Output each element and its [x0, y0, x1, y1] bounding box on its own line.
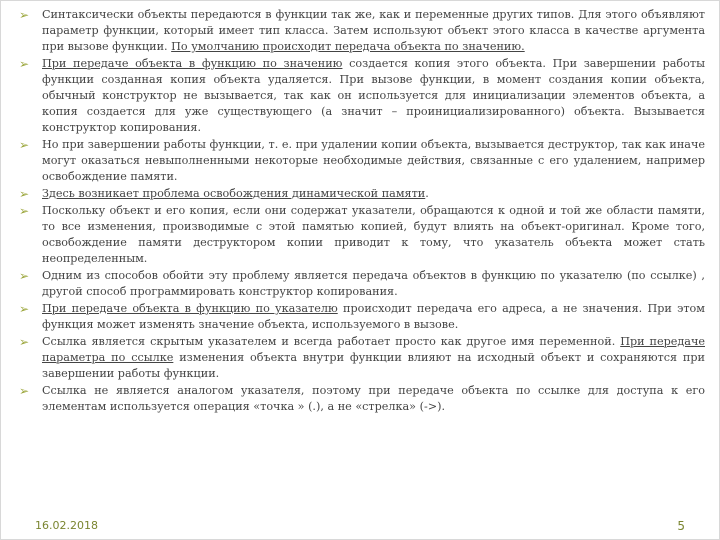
arrow-bullet-icon: ➢: [19, 8, 30, 22]
arrow-bullet-icon: ➢: [19, 384, 30, 398]
footer-date: 16.02.2018: [35, 519, 98, 532]
bullet-text: Ссылка является скрытым указателем и всегда работает просто как другое имя переменной.: [42, 335, 621, 348]
arrow-bullet-icon: ➢: [19, 187, 30, 201]
bullet-item-7: [15, 301, 705, 333]
bullet-text: происходит передача его адреса, а не значения. При этом функция может изменять значение объекта, используемого в вызове.: [42, 302, 705, 331]
bullet-item-3: [15, 137, 705, 185]
arrow-bullet-icon: ➢: [19, 335, 30, 349]
bullet-item-5: [15, 203, 705, 267]
bullet-item-9: [15, 383, 705, 415]
bullet-list: [15, 7, 705, 416]
bullet-underlined-text: При передаче объекта в функцию по указателю: [42, 302, 338, 315]
bullet-text: .: [425, 187, 429, 200]
bullet-text-continued: изменения объекта внутри функции влияют на исходный объект и сохраняются при завершении работы функции.: [42, 351, 705, 380]
arrow-bullet-icon: ➢: [19, 302, 30, 316]
bullet-text: Синтаксически объекты передаются в функции так же, как и переменные других типов. Для этого объявляют параметр функции, который имеет тип класса. Затем используют объект этого класса в качестве аргумента при вызове функции.: [42, 8, 705, 53]
bullet-text: Ссылка не является аналогом указателя, поэтому при передаче объекта по ссылке для доступа к его элементам используется операция «точка » (.), а не «стрелка» (->).: [42, 384, 705, 413]
arrow-bullet-icon: ➢: [19, 57, 30, 71]
bullet-text: Одним из способов обойти эту проблему является передача объектов в функцию по указателю (по ссылке) , другой способ программировать конструктор копирования.: [42, 269, 705, 298]
arrow-bullet-icon: ➢: [19, 204, 30, 218]
page-number: 5: [677, 519, 685, 533]
bullet-underlined-text: При передаче объекта в функцию по значению: [42, 57, 343, 70]
bullet-item-1: [15, 7, 705, 55]
bullet-item-2: [15, 56, 705, 136]
bullet-underlined-text: При передаче параметра по ссылке: [42, 335, 705, 364]
bullet-item-6: [15, 268, 705, 300]
bullet-item-4: [15, 186, 705, 202]
bullet-underlined-text: Здесь возникает проблема освобождения динамической памяти: [42, 187, 426, 200]
arrow-bullet-icon: ➢: [19, 269, 30, 283]
bullet-text: Но при завершении работы функции, т. е. при удалении копии объекта, вызывается деструктор, так как иначе могут оказаться невыполненными некоторые необходимые действия, связанные с его удалением, например освобождение памяти.: [42, 138, 705, 183]
bullet-underlined-text: По умолчанию происходит передача объекта по значению.: [171, 40, 525, 53]
bullet-text: создается копия этого объекта. При завершении работы функции созданная копия объекта удаляется. При вызове функции, в момент создания копии объекта, обычный конструктор не вызывается, так как он используется для инициализации элементов объекта, а копия создается для уже существующего (а значит – проинициализированного) объекта. Вызывается конструктор копирования.: [42, 57, 705, 134]
bullet-text: Поскольку объект и его копия, если они содержат указатели, обращаются к одной и той же области памяти, то все изменения, производимые с этой памятью копией, будут влиять на объект-оригинал. Кроме того, освобождение памяти деструктором копии приводит к тому, что указатель объекта может стать неопределенным.: [42, 204, 705, 265]
bullet-item-8: [15, 334, 705, 382]
arrow-bullet-icon: ➢: [19, 138, 30, 152]
